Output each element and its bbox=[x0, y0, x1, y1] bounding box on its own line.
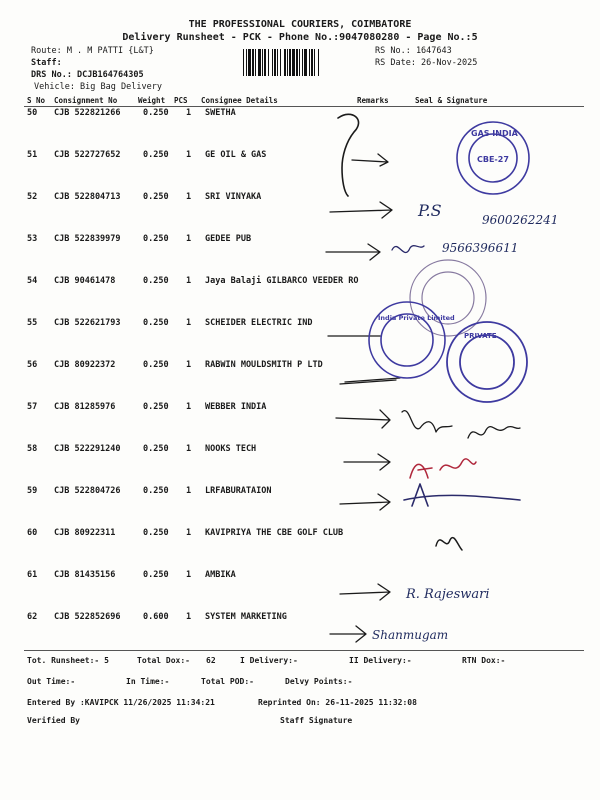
staff-label: Staff: bbox=[31, 58, 62, 68]
row-consignee: GE OIL & GAS bbox=[205, 150, 267, 160]
barcode-bar bbox=[309, 49, 310, 76]
row-consignment: CJB 522804713 bbox=[54, 192, 121, 202]
barcode-bar bbox=[311, 49, 313, 76]
company-title: THE PROFESSIONAL COURIERS, COIMBATORE bbox=[188, 19, 412, 30]
drs-number: DRS No.: DCJB164764305 bbox=[31, 70, 144, 80]
row-pcs: 1 bbox=[186, 528, 192, 538]
barcode-bar bbox=[248, 49, 251, 76]
col-consignee: Consignee Details bbox=[201, 96, 278, 105]
row-pcs: 1 bbox=[186, 444, 192, 454]
table-row bbox=[0, 486, 600, 528]
delivery-points: Delvy Points:- bbox=[285, 677, 353, 686]
row-sno: 56 bbox=[27, 360, 38, 370]
i-delivery: I Delivery:- bbox=[240, 656, 298, 665]
barcode-bar bbox=[277, 49, 278, 76]
table-row bbox=[0, 192, 600, 234]
table-row bbox=[0, 528, 600, 570]
table-row bbox=[0, 234, 600, 276]
row-sno: 59 bbox=[27, 486, 38, 496]
row-weight: 0.250 bbox=[143, 570, 169, 580]
route-label: Route: M . M PATTI {L&T} bbox=[31, 46, 154, 56]
row-consignment: CJB 81435156 bbox=[54, 570, 116, 580]
ii-delivery: II Delivery:- bbox=[349, 656, 412, 665]
handwriting-row-62: Shanmugam bbox=[372, 628, 449, 642]
barcode-bar bbox=[252, 49, 254, 76]
row-weight: 0.250 bbox=[143, 276, 169, 286]
barcode-bar bbox=[292, 49, 295, 76]
row-consignee: SRI VINYAKA bbox=[205, 192, 262, 202]
row-weight: 0.250 bbox=[143, 150, 169, 160]
table-row bbox=[0, 360, 600, 402]
barcode-bar bbox=[243, 49, 244, 76]
row-sno: 51 bbox=[27, 150, 38, 160]
row-sno: 54 bbox=[27, 276, 38, 286]
row-consignee: KAVIPRIYA THE CBE GOLF CLUB bbox=[205, 528, 344, 538]
barcode-bar bbox=[258, 49, 261, 76]
col-consignment: Consignment No bbox=[54, 96, 118, 105]
row-pcs: 1 bbox=[186, 150, 192, 160]
row-weight: 0.250 bbox=[143, 360, 169, 370]
stamp-text-india-private: India Private Limited bbox=[378, 314, 455, 322]
barcode-bar bbox=[302, 49, 303, 76]
in-time: In Time:- bbox=[126, 677, 170, 686]
table-bottom-rule bbox=[24, 650, 584, 651]
runsheet-subtitle: Delivery Runsheet - PCK - Phone No.:9047080280 - Page No.:5 bbox=[122, 32, 478, 43]
handwriting-row-52: P.S bbox=[418, 201, 442, 220]
total-runsheet: Tot. Runsheet:- 5 bbox=[27, 656, 109, 665]
row-sno: 52 bbox=[27, 192, 38, 202]
col-pcs: PCS bbox=[174, 96, 188, 105]
row-consignment: CJB 522621793 bbox=[54, 318, 121, 328]
row-consignment: CJB 522291240 bbox=[54, 444, 121, 454]
row-consignment: CJB 81285976 bbox=[54, 402, 116, 412]
row-consignment: CJB 522821266 bbox=[54, 108, 121, 118]
row-pcs: 1 bbox=[186, 234, 192, 244]
stamp-text-private: PRIVATE bbox=[464, 332, 497, 340]
row-sno: 53 bbox=[27, 234, 38, 244]
out-time: Out Time:- bbox=[27, 677, 76, 686]
row-consignment: CJB 80922311 bbox=[54, 528, 116, 538]
row-sno: 61 bbox=[27, 570, 38, 580]
row-consignee: LRFABURATAION bbox=[205, 486, 272, 496]
table-row bbox=[0, 276, 600, 318]
stamp-text-cbe: CBE-27 bbox=[477, 155, 509, 164]
table-row bbox=[0, 570, 600, 612]
row-sno: 62 bbox=[27, 612, 38, 622]
row-sno: 55 bbox=[27, 318, 38, 328]
row-pcs: 1 bbox=[186, 360, 192, 370]
row-consignment: CJB 90461478 bbox=[54, 276, 116, 286]
total-dox-label: Total Dox:- bbox=[137, 656, 190, 665]
barcode-bar bbox=[268, 49, 269, 76]
table-row bbox=[0, 108, 600, 150]
table-row bbox=[0, 612, 600, 654]
row-consignee: Jaya Balaji GILBARCO VEEDER RO bbox=[205, 276, 359, 286]
row-weight: 0.250 bbox=[143, 528, 169, 538]
row-weight: 0.250 bbox=[143, 444, 169, 454]
row-pcs: 1 bbox=[186, 612, 192, 622]
row-pcs: 1 bbox=[186, 402, 192, 412]
rtn-dox: RTN Dox:- bbox=[462, 656, 506, 665]
entered-by: Entered By :KAVIPCK 11/26/2025 11:34:21 bbox=[27, 698, 215, 707]
row-sno: 50 bbox=[27, 108, 38, 118]
stamp-text-gas-india: GAS INDIA bbox=[471, 129, 518, 138]
row-sno: 57 bbox=[27, 402, 38, 412]
barcode-bar bbox=[304, 49, 307, 76]
row-weight: 0.250 bbox=[143, 402, 169, 412]
barcode-bar bbox=[274, 49, 276, 76]
table-row bbox=[0, 150, 600, 192]
row-pcs: 1 bbox=[186, 570, 192, 580]
row-consignee: GEDEE PUB bbox=[205, 234, 252, 244]
barcode-bar bbox=[272, 49, 273, 76]
total-dox-value: 62 bbox=[206, 656, 216, 665]
row-consignment: CJB 522852696 bbox=[54, 612, 121, 622]
barcode-bar bbox=[289, 49, 291, 76]
vehicle-label: Vehicle: Big Bag Delivery bbox=[34, 82, 162, 92]
col-remarks: Remarks bbox=[357, 96, 389, 105]
row-sno: 58 bbox=[27, 444, 38, 454]
row-pcs: 1 bbox=[186, 192, 192, 202]
barcode-bar bbox=[246, 49, 247, 76]
row-sno: 60 bbox=[27, 528, 38, 538]
barcode-bar bbox=[299, 49, 300, 76]
table-row bbox=[0, 402, 600, 444]
row-pcs: 1 bbox=[186, 108, 192, 118]
table-row bbox=[0, 444, 600, 486]
row-consignment: CJB 522727652 bbox=[54, 150, 121, 160]
row-weight: 0.250 bbox=[143, 318, 169, 328]
col-weight: Weight bbox=[138, 96, 166, 105]
row-consignee: SYSTEM MARKETING bbox=[205, 612, 287, 622]
row-weight: 0.250 bbox=[143, 108, 169, 118]
barcode bbox=[243, 49, 370, 76]
barcode-bar bbox=[264, 49, 266, 76]
row-consignee: SWETHA bbox=[205, 108, 236, 118]
barcode-bar bbox=[262, 49, 263, 76]
barcode-bar bbox=[284, 49, 286, 76]
col-sno: S No bbox=[27, 96, 46, 105]
row-consignee: SCHEIDER ELECTRIC IND bbox=[205, 318, 313, 328]
row-consignee: NOOKS TECH bbox=[205, 444, 257, 454]
row-weight: 0.250 bbox=[143, 486, 169, 496]
barcode-bar bbox=[318, 49, 319, 76]
handwriting-row-61: R. Rajeswari bbox=[406, 587, 490, 602]
table-row bbox=[0, 318, 600, 360]
row-weight: 0.600 bbox=[143, 612, 169, 622]
reprinted-on: Reprinted On: 26-11-2025 11:32:08 bbox=[258, 698, 417, 707]
row-pcs: 1 bbox=[186, 276, 192, 286]
total-pod: Total POD:- bbox=[201, 677, 254, 686]
rs-number: RS No.: 1647643 bbox=[375, 46, 452, 56]
row-weight: 0.250 bbox=[143, 234, 169, 244]
barcode-bar bbox=[314, 49, 315, 76]
handwriting-row-52-phone: 9600262241 bbox=[482, 213, 559, 227]
verified-by: Verified By bbox=[27, 716, 80, 725]
row-consignee: WEBBER INDIA bbox=[205, 402, 267, 412]
row-consignment: CJB 80922372 bbox=[54, 360, 116, 370]
barcode-bar bbox=[296, 49, 298, 76]
barcode-bar bbox=[255, 49, 256, 76]
row-consignee: AMBIKA bbox=[205, 570, 236, 580]
header-rule bbox=[24, 106, 584, 107]
row-consignment: CJB 522804726 bbox=[54, 486, 121, 496]
row-consignee: RABWIN MOULDSMITH P LTD bbox=[205, 360, 323, 370]
col-seal-signature: Seal & Signature bbox=[415, 96, 488, 105]
row-pcs: 1 bbox=[186, 486, 192, 496]
handwriting-row-53-phone: 9566396611 bbox=[442, 241, 519, 255]
row-pcs: 1 bbox=[186, 318, 192, 328]
row-weight: 0.250 bbox=[143, 192, 169, 202]
rs-date: RS Date: 26-Nov-2025 bbox=[375, 58, 478, 68]
barcode-bar bbox=[280, 49, 281, 76]
staff-signature: Staff Signature bbox=[280, 716, 353, 725]
row-consignment: CJB 522839979 bbox=[54, 234, 121, 244]
barcode-bar bbox=[287, 49, 288, 76]
